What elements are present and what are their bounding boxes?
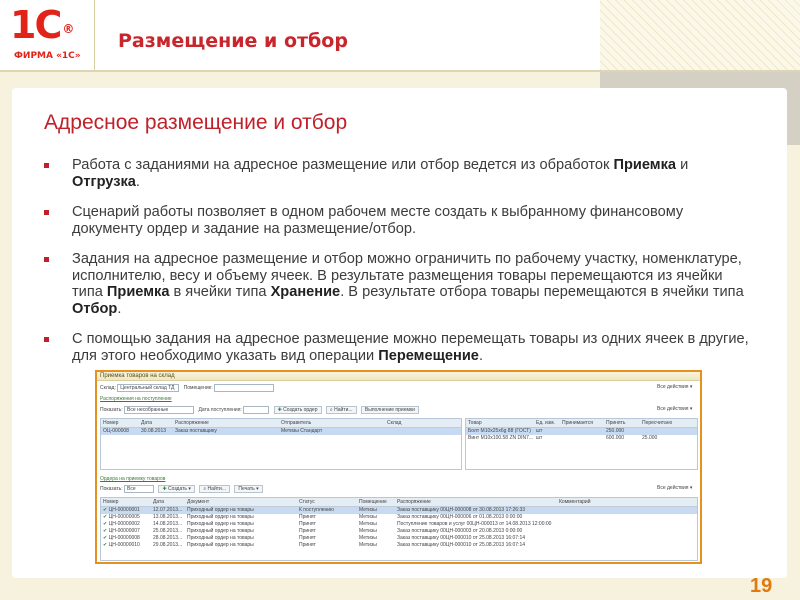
- table-cell: [185, 542, 297, 549]
- create-button[interactable]: ✚ Создать ▾: [158, 485, 195, 493]
- table-cell-text: 29.08.2013...: [153, 542, 183, 548]
- table-cell-text: Метизы: [359, 521, 377, 527]
- column-header[interactable]: Принимается: [562, 420, 593, 426]
- find-button[interactable]: [326, 406, 357, 414]
- table-cell: [557, 542, 697, 549]
- table-cell-text: 25.000: [642, 435, 658, 441]
- bullet-text: и: [676, 157, 689, 173]
- bullet-bold-text: Приемка: [613, 157, 677, 173]
- table-cell: [534, 428, 560, 435]
- bullet-marker: [44, 257, 49, 262]
- posted-document-icon: ✔: [103, 507, 109, 513]
- table-row[interactable]: [101, 514, 697, 521]
- table-row[interactable]: [466, 428, 697, 435]
- column-header[interactable]: Помещение: [359, 499, 387, 505]
- plus-icon: ✚: [162, 486, 167, 492]
- show-select[interactable]: Все несобранные: [124, 406, 194, 414]
- bullet-list: [44, 157, 749, 378]
- search-icon: ⌕: [329, 407, 333, 413]
- column-header[interactable]: Номер: [103, 499, 119, 505]
- table-cell: [395, 535, 557, 542]
- table-cell: [560, 428, 604, 435]
- table-cell: [466, 428, 534, 435]
- page-number: 19: [750, 575, 773, 597]
- table-cell-text: К поступлению: [299, 507, 334, 513]
- table-cell-text: 250.000: [606, 428, 625, 434]
- table-cell: [297, 514, 357, 521]
- table-cell-text: Метизы Стандарт: [281, 428, 323, 434]
- posted-document-icon: ✔: [103, 535, 109, 541]
- bullet-item: [44, 157, 749, 190]
- bullet-bold-text: Приемка: [106, 284, 170, 300]
- table-cell-text: Приходный ордер на товары: [187, 528, 254, 534]
- bullet-text: .: [135, 173, 140, 190]
- table-cell: [557, 528, 697, 535]
- receipt-orders-table: [100, 497, 698, 561]
- search-icon: ⌕: [203, 486, 207, 492]
- window-title: Приемка товаров на склад: [97, 372, 700, 381]
- embedded-app-screenshot: [95, 370, 702, 564]
- table-row[interactable]: [466, 435, 697, 442]
- table-cell: [101, 521, 151, 528]
- table-cell: [185, 514, 297, 521]
- table-cell: [185, 535, 297, 542]
- table-cell: [185, 507, 297, 514]
- table-cell-text: ЦН-00000008: [108, 535, 140, 541]
- table-cell: [279, 428, 385, 435]
- table-cell-text: Заказ поставщику: [175, 428, 217, 434]
- table-row[interactable]: [101, 542, 697, 549]
- table-row[interactable]: [101, 528, 697, 535]
- table-cell: [604, 435, 640, 442]
- show-label: Показать:: [100, 407, 123, 413]
- table-row[interactable]: [101, 535, 697, 542]
- plus-icon: ✚: [277, 407, 282, 413]
- table-cell: [385, 428, 457, 435]
- table-cell-text: 13.08.2013...: [153, 514, 183, 520]
- table-header: [101, 419, 461, 428]
- table-cell: [357, 535, 395, 542]
- table-cell: [357, 542, 395, 549]
- table-cell-text: Принят: [299, 535, 316, 541]
- table-cell: [604, 428, 640, 435]
- table-cell-text: Метизы: [359, 542, 377, 548]
- all-actions-button[interactable]: Все действия ▾: [657, 485, 693, 491]
- create-label: Создать: [168, 486, 188, 492]
- table-cell-text: 12.07.2013...: [153, 507, 183, 513]
- table-cell-text: ОЦ-000008: [103, 428, 129, 434]
- bullet-text: С помощью задания на адресное размещение можно перемещать товары из одних ячеек в другие, для этого необходимо указать вид операции: [72, 331, 749, 364]
- execute-receipt-button[interactable]: [361, 406, 419, 414]
- filter-bar: [97, 384, 700, 392]
- table-cell-text: 14.08.2013...: [153, 521, 183, 527]
- table-cell-text: Заказ поставщику 00ЦН-000003 от 20.08.2013 0:00:00: [397, 528, 523, 534]
- table-cell-text: шт: [536, 435, 543, 441]
- find-label: Найти...: [207, 486, 226, 492]
- section-title: Адресное размещение и отбор: [44, 111, 348, 134]
- company-logo: [0, 0, 95, 70]
- toolbar-receipt: [97, 406, 700, 415]
- table-cell: [185, 521, 297, 528]
- bullet-text: в ячейки типа: [169, 284, 271, 300]
- table-row[interactable]: [101, 507, 697, 514]
- table-cell-text: ЦН-00000007: [108, 528, 140, 534]
- logo-text: [10, 3, 74, 47]
- table-cell: [357, 514, 395, 521]
- bullet-text: .: [117, 300, 122, 317]
- pomeshchenie-field[interactable]: [214, 384, 274, 392]
- table-cell: [151, 507, 185, 514]
- bullet-text: Сценарий работы позволяет в одном рабочем месте создать к выбранному финансовому документу ордер и задание на размещение/отбор.: [72, 204, 684, 237]
- table-cell: [297, 507, 357, 514]
- bullet-text: .: [478, 347, 483, 364]
- table-cell-text: Заказ поставщику 00ЦН-000008 от 30.08.2013 17:26:33: [397, 507, 526, 513]
- table-cell: [101, 507, 151, 514]
- toolbar-orders: [97, 485, 700, 494]
- slide-header: [0, 0, 800, 70]
- table-cell: [395, 514, 557, 521]
- bullet-item: [44, 204, 749, 237]
- column-header[interactable]: Склад: [387, 420, 402, 426]
- show-label: Показать:: [100, 486, 123, 492]
- date-label: Дата поступления:: [198, 407, 242, 413]
- table-cell: [151, 521, 185, 528]
- table-cell: [151, 528, 185, 535]
- print-button[interactable]: Печать ▾: [234, 485, 262, 493]
- table-cell: [357, 507, 395, 514]
- posted-document-icon: ✔: [103, 521, 109, 527]
- table-row[interactable]: [101, 428, 461, 435]
- date-field[interactable]: [243, 406, 269, 414]
- table-cell: [395, 542, 557, 549]
- find-button[interactable]: [199, 485, 230, 493]
- table-cell-text: ЦН-00000002: [108, 521, 140, 527]
- table-cell-text: Заказ поставщику 00ЦН-000006 от 01.08.2013 0:00:00: [397, 514, 523, 520]
- section-orders: Ордера на приемку товаров: [100, 476, 166, 482]
- column-header[interactable]: Принять: [606, 420, 626, 426]
- table-cell: [560, 435, 604, 442]
- create-order-label: Создать ордер: [283, 407, 318, 413]
- table-cell: [297, 542, 357, 549]
- bullet-marker: [44, 163, 49, 168]
- bullet-item: [44, 251, 749, 317]
- section-rasporyazheniya: Распоряжения на поступление: [100, 396, 172, 402]
- table-cell: [557, 521, 697, 528]
- table-cell-text: Принят: [299, 542, 316, 548]
- table-cell-text: 25.08.2013...: [153, 528, 183, 534]
- table-cell-text: Приходный ордер на товары: [187, 507, 254, 513]
- bullet-text: Работа с заданиями на адресное размещение или отбор ведется из обработок: [72, 157, 614, 173]
- table-cell: [466, 435, 534, 442]
- goods-table: [465, 418, 698, 470]
- table-cell-text: Болт М10x25x6g 88 (ГОСТ): [468, 428, 531, 434]
- all-actions-button[interactable]: Все действия ▾: [657, 384, 693, 390]
- table-cell: [395, 507, 557, 514]
- table-cell-text: Приходный ордер на товары: [187, 542, 254, 548]
- sklad-field[interactable]: Центральный склад ТД: [117, 384, 179, 392]
- table-cell: [357, 521, 395, 528]
- bullet-bold-text: Хранение: [270, 284, 341, 300]
- table-cell: [640, 435, 696, 442]
- table-cell-text: 600.000: [606, 435, 625, 441]
- table-cell-text: Поступление товаров и услуг 00ЦН-000013 от 14.08.2013 12:00:00: [397, 521, 552, 527]
- table-cell: [101, 535, 151, 542]
- column-header[interactable]: Ед. изм.: [536, 420, 555, 426]
- find-label: Найти...: [334, 407, 353, 413]
- column-header[interactable]: Дата: [141, 420, 153, 426]
- bullet-bold-text: Отгрузка: [72, 173, 136, 190]
- table-cell-text: Заказ поставщику 00ЦН-000010 от 25.08.2013 16:07:14: [397, 542, 526, 548]
- column-header[interactable]: Пересчитано: [642, 420, 673, 426]
- bullet-marker: [44, 210, 49, 215]
- column-header[interactable]: Документ: [187, 499, 210, 505]
- table-cell-text: ЦН-00000010: [108, 542, 140, 548]
- table-cell: [101, 428, 139, 435]
- table-cell-text: Приходный ордер на товары: [187, 521, 254, 527]
- table-cell: [139, 428, 173, 435]
- bullet-bold-text: Перемещение: [378, 347, 479, 364]
- table-cell: [101, 542, 151, 549]
- table-header: [466, 419, 697, 428]
- column-header[interactable]: Отправитель: [281, 420, 312, 426]
- column-header[interactable]: Распоряжение: [397, 499, 431, 505]
- logo-registered-mark: ®: [62, 22, 75, 36]
- posted-document-icon: ✔: [103, 514, 109, 520]
- execute-receipt-label: Выполнение приемки: [364, 407, 415, 413]
- table-cell: [534, 435, 560, 442]
- table-cell-text: Метизы: [359, 528, 377, 534]
- header-pattern: [600, 0, 800, 70]
- table-cell-text: Винт М10x100.58 ZN DIN7...: [468, 435, 534, 441]
- orders-to-receive-table: [100, 418, 462, 470]
- bullet-text: Задания на адресное размещение и отбор можно ограничить по рабочему участку, номенклатуре, исполнителю, весу и объему ячеек. В результате размещения товары перемещаются из ячейки типа: [72, 251, 742, 300]
- table-cell: [185, 528, 297, 535]
- column-header[interactable]: Номер: [103, 420, 119, 426]
- table-cell-text: Приходный ордер на товары: [187, 535, 254, 541]
- table-cell-text: ЦН-00000001: [108, 507, 140, 513]
- column-header[interactable]: Комментарий: [559, 499, 591, 505]
- table-cell: [557, 507, 697, 514]
- table-cell: [357, 528, 395, 535]
- table-cell: [151, 514, 185, 521]
- column-header[interactable]: Статус: [299, 499, 315, 505]
- table-cell: [297, 521, 357, 528]
- table-cell-text: Принят: [299, 521, 316, 527]
- print-label: Печать: [238, 486, 255, 492]
- table-cell: [395, 521, 557, 528]
- table-cell: [395, 528, 557, 535]
- table-cell-text: Метизы: [359, 535, 377, 541]
- table-row[interactable]: [101, 521, 697, 528]
- table-cell: [173, 428, 279, 435]
- table-cell-text: Принят: [299, 514, 316, 520]
- table-cell-text: шт: [536, 428, 543, 434]
- table-cell: [151, 542, 185, 549]
- table-cell-text: ЦН-00000005: [108, 514, 140, 520]
- table-cell: [151, 535, 185, 542]
- create-order-button[interactable]: [274, 406, 322, 414]
- logo-mark: 1С: [10, 3, 61, 47]
- table-cell: [557, 514, 697, 521]
- table-cell: [101, 528, 151, 535]
- table-cell-text: Метизы: [359, 514, 377, 520]
- table-cell-text: Заказ поставщику 00ЦН-000010 от 25.08.2013 16:07:14: [397, 535, 526, 541]
- bullet-item: [44, 331, 749, 364]
- column-header[interactable]: Дата: [153, 499, 165, 505]
- table-cell-text: 30.08.2013: [141, 428, 167, 434]
- sklad-label: Склад:: [100, 385, 116, 391]
- table-cell-text: 28.08.2013...: [153, 535, 183, 541]
- bullet-marker: [44, 337, 49, 342]
- header-title: Размещение и отбор: [118, 30, 348, 52]
- pomeshchenie-label: Помещение:: [183, 385, 213, 391]
- logo-firm-name: ФИРМА «1С»: [14, 51, 81, 61]
- table-cell-text: Приходный ордер на товары: [187, 514, 254, 520]
- column-header[interactable]: Распоряжение: [175, 420, 209, 426]
- show-select[interactable]: Все: [124, 485, 154, 493]
- bullet-bold-text: Отбор: [72, 300, 118, 317]
- posted-document-icon: ✔: [103, 542, 109, 548]
- table-cell-text: Принят: [299, 528, 316, 534]
- table-cell: [640, 428, 696, 435]
- table-cell: [297, 535, 357, 542]
- all-actions-button[interactable]: Все действия ▾: [657, 406, 693, 412]
- table-cell-text: Метизы: [359, 507, 377, 513]
- bullet-text: . В результате отбора товары перемещаются в ячейки типа: [340, 284, 744, 300]
- table-header: [101, 498, 697, 507]
- table-cell: [297, 528, 357, 535]
- table-cell: [557, 535, 697, 542]
- posted-document-icon: ✔: [103, 528, 109, 534]
- table-cell: [101, 514, 151, 521]
- column-header[interactable]: Товар: [468, 420, 482, 426]
